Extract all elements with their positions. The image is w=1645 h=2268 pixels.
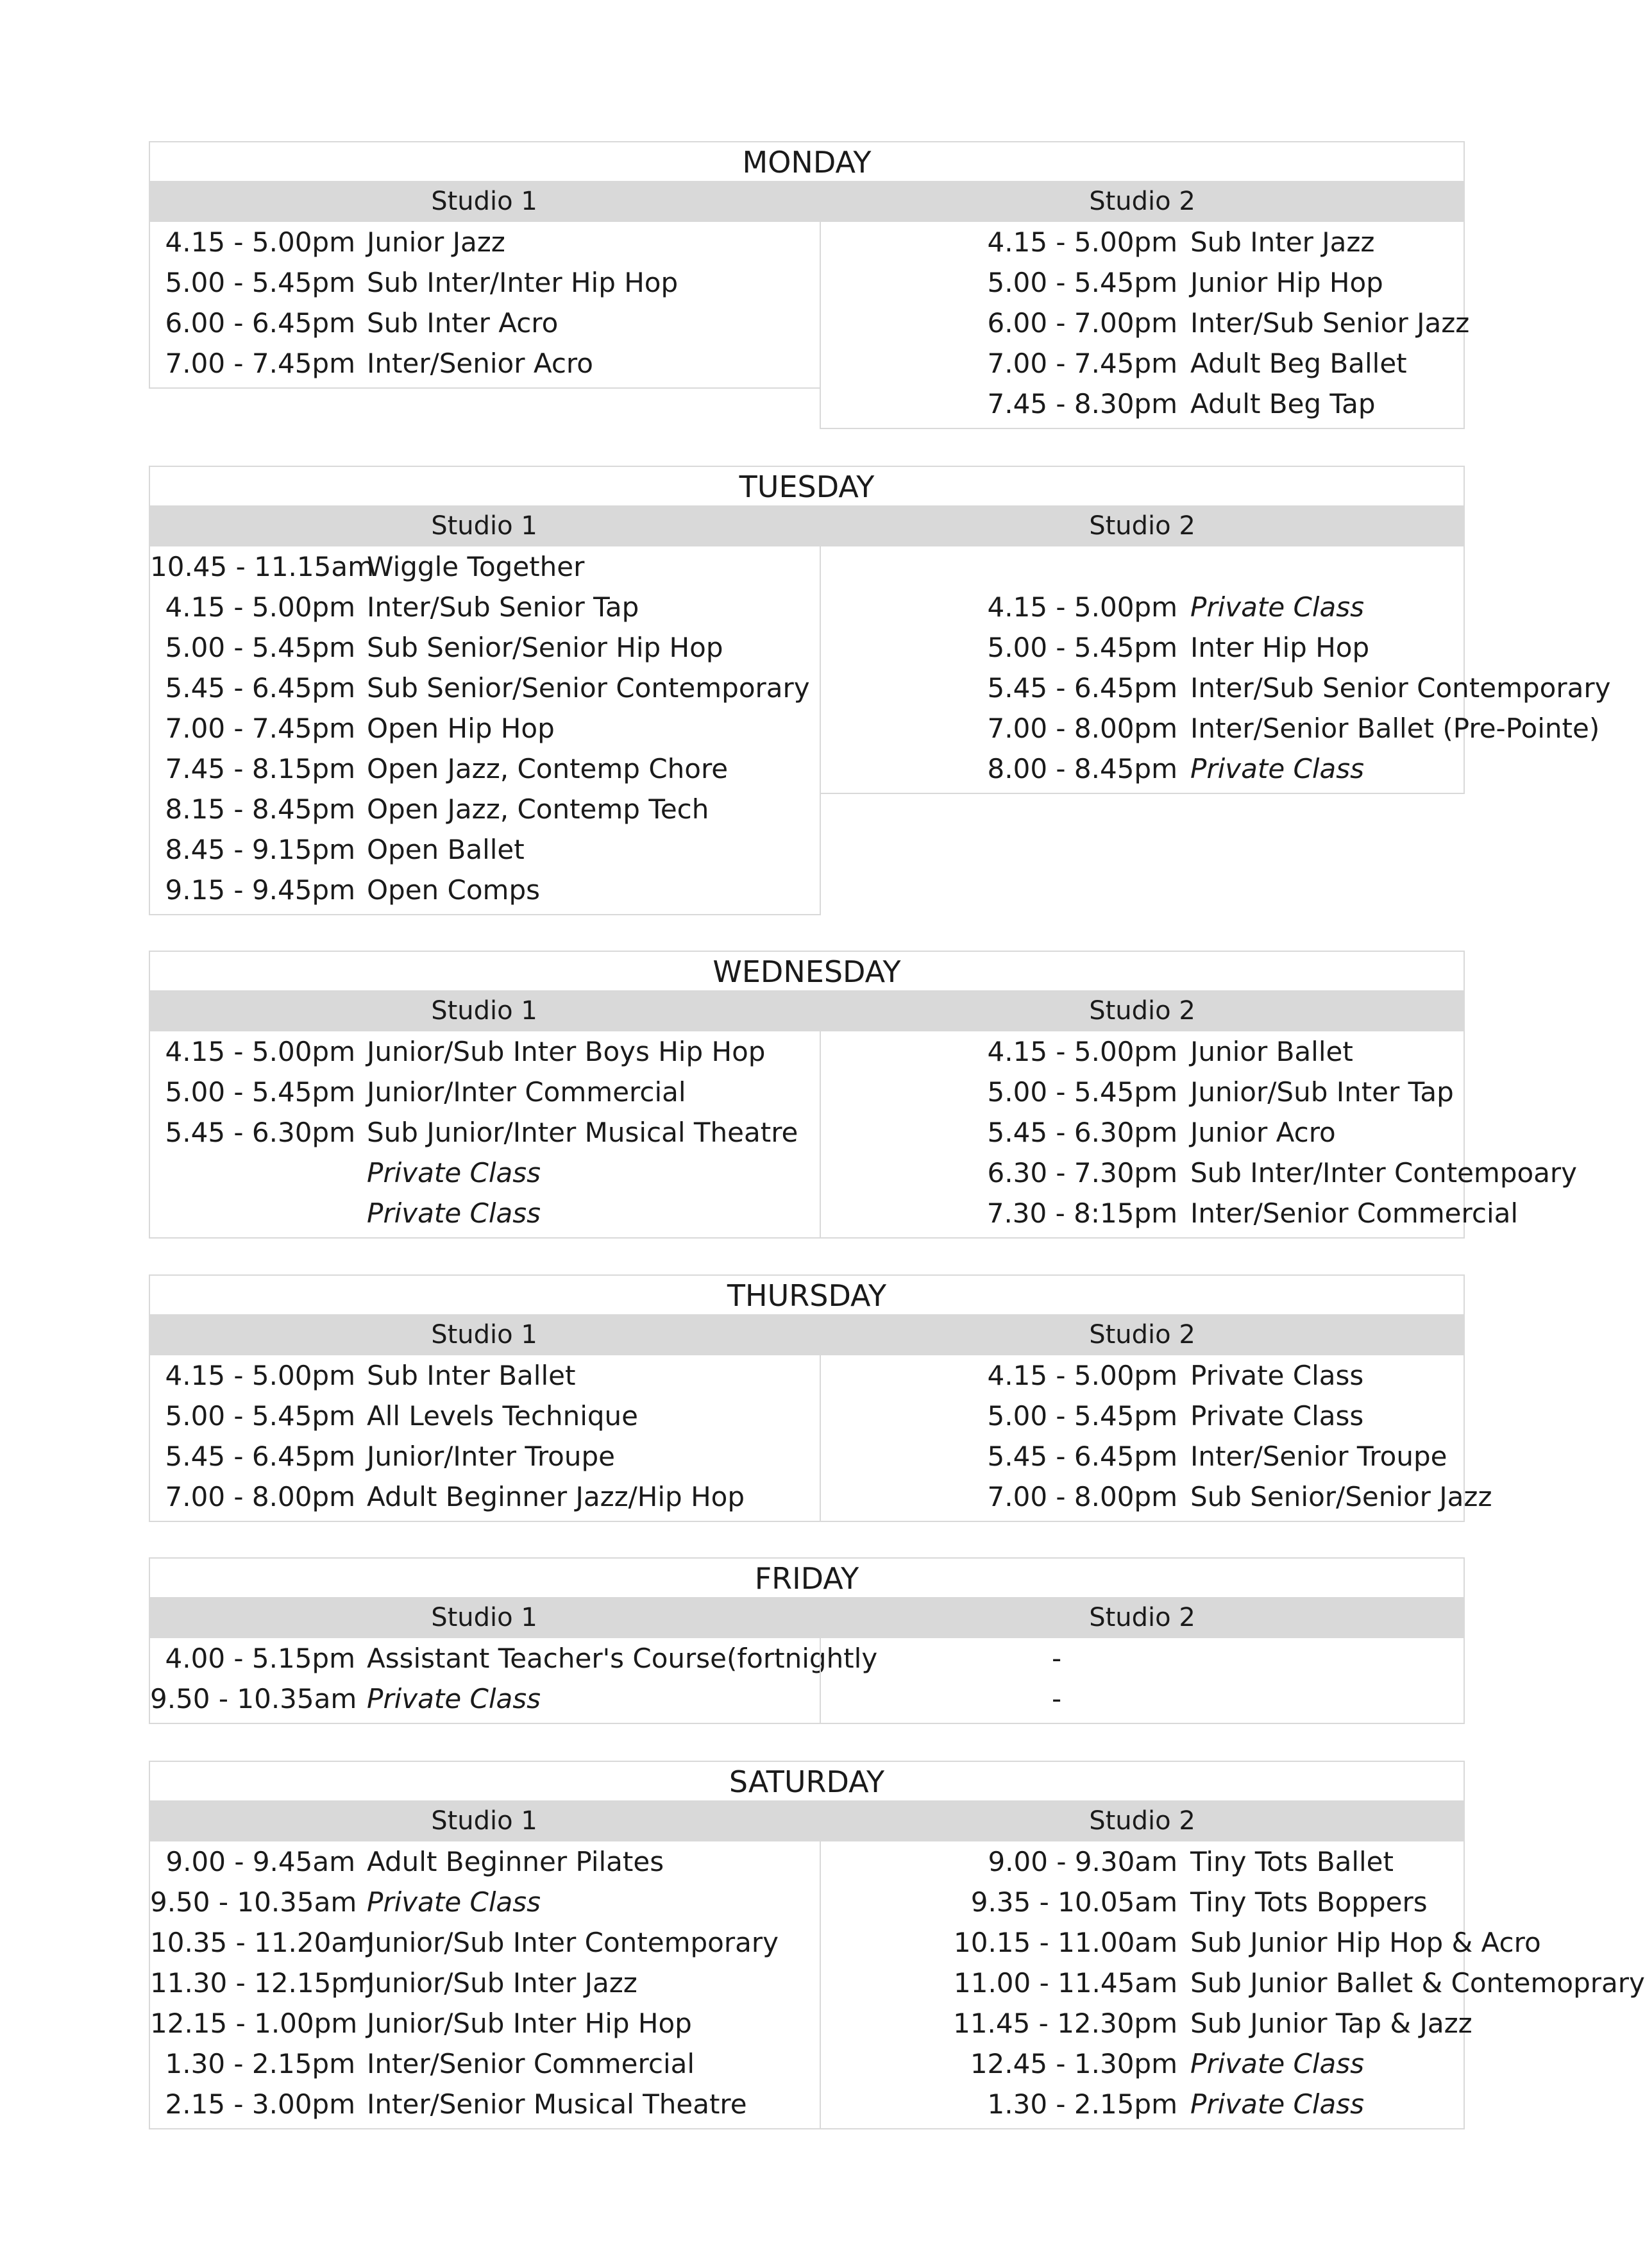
studio-1-classes (149, 1355, 821, 1522)
class-row (150, 1153, 820, 1193)
class-time: 6.30 - 7.30pm (987, 1157, 1177, 1189)
class-row (150, 1922, 820, 1963)
class-row (150, 1679, 820, 1719)
class-row (150, 1355, 820, 1396)
class-time: 7.00 - 8.00pm (987, 713, 1177, 744)
class-name: Assistant Teacher's Course(fortnightly (367, 1643, 878, 1674)
class-row (821, 1072, 1464, 1112)
day-title: TUESDAY (149, 466, 1465, 505)
class-time: 4.15 - 5.00pm (987, 226, 1177, 258)
class-row (150, 1963, 820, 2003)
class-row (150, 2003, 820, 2044)
class-name: Junior/Sub Inter Hip Hop (367, 2008, 692, 2039)
class-row (821, 1679, 1464, 1719)
class-name: Inter/Senior Troupe (1190, 1441, 1447, 1472)
studio-2-classes (820, 1841, 1645, 2129)
class-row (150, 2044, 820, 2084)
class-name: Private Class (367, 1683, 541, 1714)
class-row (150, 262, 820, 303)
class-time: 5.45 - 6.45pm (987, 672, 1177, 704)
class-name: Inter/Sub Senior Jazz (1190, 307, 1470, 339)
studio-1-classes (149, 222, 821, 389)
class-name: Adult Beginner Pilates (367, 1846, 664, 1877)
class-time: 4.15 - 5.00pm (987, 591, 1177, 623)
class-time: 11.00 - 11.45am (954, 1967, 1177, 1999)
class-name: Private Class (1190, 1400, 1364, 1432)
studio-1-header: Studio 1 (149, 505, 820, 546)
class-name: Tiny Tots Ballet (1190, 1846, 1394, 1877)
class-row (150, 1112, 820, 1153)
studio-1-header: Studio 1 (149, 1800, 820, 1841)
class-name: Sub Junior Ballet & Contemoprary (1190, 1967, 1645, 1999)
class-time: 9.00 - 9.45am (165, 1846, 355, 1877)
class-time: 5.00 - 5.45pm (987, 1400, 1177, 1432)
class-row (821, 749, 1464, 789)
class-name: Wiggle Together (367, 551, 585, 582)
studio-1-header: Studio 1 (149, 1314, 820, 1355)
class-time: 5.00 - 5.45pm (165, 1076, 355, 1108)
class-row (821, 1031, 1464, 1072)
class-row (150, 1477, 820, 1517)
day-title: WEDNESDAY (149, 951, 1465, 990)
class-time: 1.30 - 2.15pm (987, 2088, 1177, 2120)
class-name: Private Class (367, 1157, 541, 1189)
class-row (150, 1072, 820, 1112)
class-name: Inter/Senior Commercial (367, 2048, 695, 2079)
class-name: Private Class (367, 1886, 541, 1918)
class-time: 7.00 - 7.45pm (987, 348, 1177, 379)
class-row (150, 222, 820, 262)
class-time: 9.50 - 10.35am (150, 1886, 357, 1918)
class-row (821, 2003, 1472, 2044)
class-name: Inter/Sub Senior Contemporary (1190, 672, 1611, 704)
studio-2-classes (820, 1031, 1578, 1239)
class-row (821, 1841, 1464, 1882)
class-time: 5.00 - 5.45pm (987, 1076, 1177, 1108)
class-row (821, 1153, 1578, 1193)
studio-1-classes (149, 1638, 878, 1724)
class-name: Junior/Sub Inter Boys Hip Hop (367, 1036, 766, 1067)
studio-1-classes (149, 1841, 821, 2129)
class-row (821, 668, 1611, 708)
class-time: 7.45 - 8.15pm (165, 753, 355, 784)
class-time: 2.15 - 3.00pm (165, 2088, 355, 2120)
studio-1-classes (149, 1031, 821, 1239)
class-name: Inter/Sub Senior Tap (367, 591, 639, 623)
class-row (150, 870, 820, 910)
class-row (150, 749, 820, 789)
class-name: Open Jazz, Contemp Tech (367, 793, 709, 825)
class-row (821, 384, 1464, 424)
class-time: 1.30 - 2.15pm (165, 2048, 355, 2079)
class-time: 4.15 - 5.00pm (165, 1036, 355, 1067)
class-time: 11.45 - 12.30pm (953, 2008, 1177, 2039)
class-row (821, 303, 1470, 343)
class-name: Junior Jazz (367, 226, 505, 258)
class-name: Inter/Senior Musical Theatre (367, 2088, 747, 2120)
class-time: 5.45 - 6.30pm (165, 1117, 355, 1148)
class-row (150, 708, 820, 749)
class-row (821, 1882, 1464, 1922)
class-name: Inter Hip Hop (1190, 632, 1370, 663)
class-name: Sub Senior/Senior Contemporary (367, 672, 810, 704)
studio-2-classes (820, 222, 1470, 429)
studio-1-header: Studio 1 (149, 1597, 820, 1638)
class-name: Sub Junior Tap & Jazz (1190, 2008, 1472, 2039)
studio-2-header: Studio 2 (820, 1597, 1465, 1638)
studio-2-header: Studio 2 (820, 1800, 1465, 1841)
class-name: Inter/Senior Acro (367, 348, 593, 379)
class-time: 10.35 - 11.20am (150, 1927, 374, 1958)
class-name: Tiny Tots Boppers (1190, 1886, 1428, 1918)
class-name: Private Class (1190, 591, 1365, 623)
class-name: Private Class (1190, 753, 1365, 784)
class-row (150, 1882, 820, 1922)
class-name: Junior/Sub Inter Tap (1190, 1076, 1454, 1108)
class-row (150, 2084, 820, 2124)
class-row (150, 829, 820, 870)
class-time: 7.00 - 7.45pm (165, 713, 355, 744)
class-row (821, 546, 1464, 587)
class-time: 5.00 - 5.45pm (987, 632, 1177, 663)
class-name: Private Class (1190, 2088, 1365, 2120)
studio-2-classes (820, 546, 1611, 794)
class-name: Junior/Inter Commercial (367, 1076, 686, 1108)
class-name: Junior/Inter Troupe (367, 1441, 615, 1472)
class-time: 5.00 - 5.45pm (165, 632, 355, 663)
class-row (821, 1963, 1645, 2003)
class-row (150, 1193, 820, 1233)
class-row (821, 1477, 1492, 1517)
class-time: 5.45 - 6.45pm (165, 672, 355, 704)
class-name: Sub Inter/Inter Hip Hop (367, 267, 679, 298)
class-name: Junior/Sub Inter Contemporary (367, 1927, 779, 1958)
studio-2-header: Studio 2 (820, 1314, 1465, 1355)
class-row (821, 1638, 1464, 1679)
class-row (150, 546, 820, 587)
studio-2-header: Studio 2 (820, 505, 1465, 546)
class-name: Junior Acro (1190, 1117, 1336, 1148)
class-row (150, 1841, 820, 1882)
class-row (821, 627, 1464, 668)
class-name: Sub Inter Jazz (1190, 226, 1375, 258)
class-row (150, 1638, 878, 1679)
class-time: 10.15 - 11.00am (954, 1927, 1177, 1958)
class-time: 4.15 - 5.00pm (165, 226, 355, 258)
class-name: Open Comps (367, 874, 541, 906)
class-name: Sub Inter/Inter Contempoary (1190, 1157, 1578, 1189)
class-time: 7.30 - 8:15pm (986, 1197, 1177, 1229)
studio-1-header: Studio 1 (149, 990, 820, 1031)
class-time: 10.45 - 11.15am (150, 551, 374, 582)
class-name: Sub Inter Ballet (367, 1360, 576, 1391)
class-time: 4.15 - 5.00pm (165, 591, 355, 623)
class-time: 7.00 - 8.00pm (165, 1481, 355, 1512)
class-row (150, 587, 820, 627)
class-time: 12.15 - 1.00pm (150, 2008, 358, 2039)
class-row (821, 1355, 1464, 1396)
class-name: Inter/Senior Ballet (Pre-Pointe) (1190, 713, 1600, 744)
class-row (821, 2084, 1464, 2124)
class-time: 7.00 - 8.00pm (987, 1481, 1177, 1512)
class-row (150, 789, 820, 829)
class-time: 5.00 - 5.45pm (165, 1400, 355, 1432)
class-name: Inter/Senior Commercial (1190, 1197, 1519, 1229)
class-time: 11.30 - 12.15pm (150, 1967, 375, 1999)
class-time: 12.45 - 1.30pm (970, 2048, 1177, 2079)
class-name: Sub Senior/Senior Jazz (1190, 1481, 1492, 1512)
class-name: Sub Senior/Senior Hip Hop (367, 632, 723, 663)
class-time: 5.00 - 5.45pm (987, 267, 1177, 298)
class-row (821, 262, 1464, 303)
class-row (150, 303, 820, 343)
class-time: 4.00 - 5.15pm (165, 1643, 355, 1674)
class-row (150, 627, 820, 668)
class-time: 6.00 - 6.45pm (165, 307, 355, 339)
class-time: 9.50 - 10.35am (150, 1683, 357, 1714)
class-time: 8.00 - 8.45pm (987, 753, 1177, 784)
class-time: 7.00 - 7.45pm (165, 348, 355, 379)
class-time: 5.45 - 6.30pm (987, 1117, 1177, 1148)
class-name: Open Jazz, Contemp Chore (367, 753, 729, 784)
class-name: Junior Hip Hop (1190, 267, 1383, 298)
class-row (150, 1031, 820, 1072)
class-time: 4.15 - 5.00pm (987, 1036, 1177, 1067)
class-time: 6.00 - 7.00pm (987, 307, 1177, 339)
class-time: 8.15 - 8.45pm (165, 793, 355, 825)
class-row (821, 587, 1464, 627)
day-title: THURSDAY (149, 1274, 1465, 1314)
class-name: All Levels Technique (367, 1400, 638, 1432)
class-row (821, 1112, 1464, 1153)
class-name: Private Class (1190, 1360, 1364, 1391)
class-name: Sub Junior/Inter Musical Theatre (367, 1117, 798, 1148)
no-class-dash: - (1052, 1683, 1062, 1714)
class-time: 4.15 - 5.00pm (987, 1360, 1177, 1391)
class-name: Sub Junior Hip Hop & Acro (1190, 1927, 1541, 1958)
class-name: Adult Beginner Jazz/Hip Hop (367, 1481, 745, 1512)
class-time: 5.45 - 6.45pm (987, 1441, 1177, 1472)
day-title: MONDAY (149, 141, 1465, 181)
class-name: Junior/Sub Inter Jazz (367, 1967, 637, 1999)
class-row (821, 343, 1464, 384)
class-time: 5.00 - 5.45pm (165, 267, 355, 298)
class-row (821, 1193, 1519, 1233)
class-row (150, 1396, 820, 1436)
class-row (150, 1436, 820, 1477)
class-row (150, 668, 820, 708)
class-time: 5.45 - 6.45pm (165, 1441, 355, 1472)
class-time: 4.15 - 5.00pm (165, 1360, 355, 1391)
studio-1-classes (149, 546, 821, 915)
class-name: Open Ballet (367, 834, 525, 865)
day-title: FRIDAY (149, 1557, 1465, 1597)
studio-2-classes (820, 1355, 1492, 1522)
class-name: Private Class (1190, 2048, 1365, 2079)
class-name: Junior Ballet (1190, 1036, 1353, 1067)
class-time: 8.45 - 9.15pm (165, 834, 355, 865)
class-name: Adult Beg Ballet (1190, 348, 1407, 379)
class-row (821, 2044, 1464, 2084)
studio-1-header: Studio 1 (149, 181, 820, 222)
class-name: Open Hip Hop (367, 713, 555, 744)
class-name: Private Class (367, 1197, 541, 1229)
class-row (821, 1922, 1541, 1963)
class-row (821, 222, 1464, 262)
studio-2-header: Studio 2 (820, 181, 1465, 222)
class-row (150, 343, 820, 384)
class-time: 9.15 - 9.45pm (165, 874, 355, 906)
class-row (821, 708, 1600, 749)
no-class-dash: - (1052, 1643, 1062, 1674)
class-time: 9.00 - 9.30am (988, 1846, 1177, 1877)
day-title: SATURDAY (149, 1761, 1465, 1800)
class-time: 7.45 - 8.30pm (987, 388, 1177, 419)
class-row (821, 1436, 1464, 1477)
class-name: Adult Beg Tap (1190, 388, 1376, 419)
class-time: 9.35 - 10.05am (970, 1886, 1177, 1918)
studio-2-header: Studio 2 (820, 990, 1465, 1031)
class-row (821, 1396, 1464, 1436)
studio-2-classes (820, 1638, 1465, 1724)
class-name: Sub Inter Acro (367, 307, 559, 339)
